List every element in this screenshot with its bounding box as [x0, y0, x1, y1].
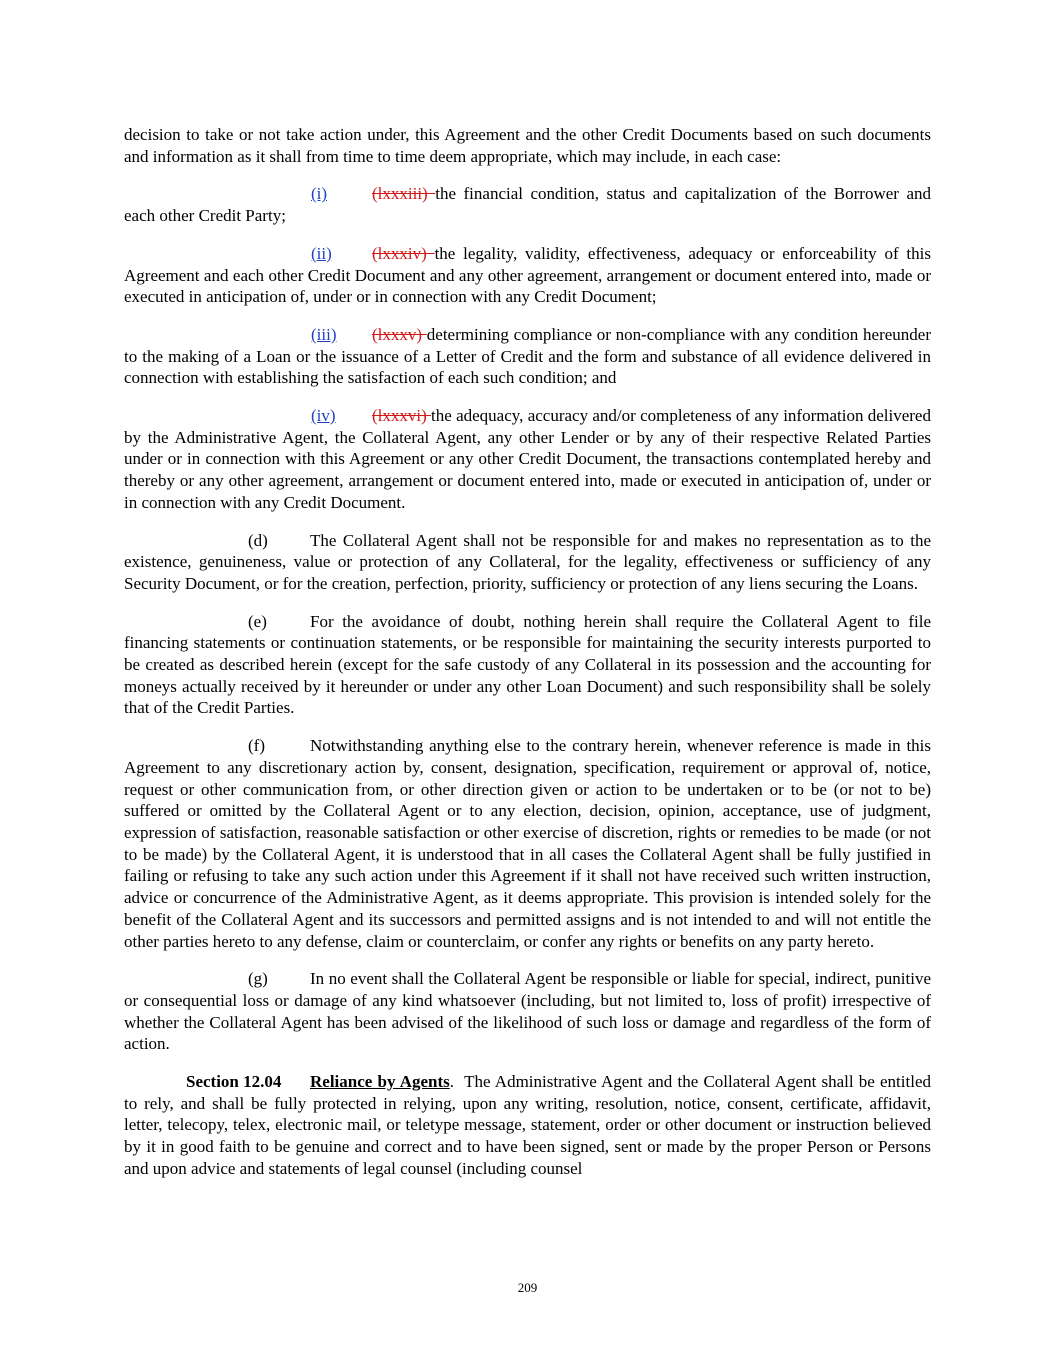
paragraph-f [124, 735, 931, 952]
intro-paragraph: decision to take or not take action under, this Agreement and the other Credit Documents based on such documents and information as it shall from time to time deem appropriate, which may include, in each case: [124, 125, 931, 166]
deleted-item-number: (lxxxiii) [372, 184, 436, 204]
list-item [124, 243, 931, 308]
section-text: The Administrative Agent and the Collateral Agent shall be entitled to rely, and shall be fully protected in relying, upon any writing, resolution, notice, consent, certificate, affidavit, letter, telecopy, telex, electronic mail, or teletype message, statement, order or other document or instruction believed by it in good faith to be genuine and correct and to have been signed, sent or made by the proper Person or Persons and upon advice and statements of legal counsel (including counsel [124, 1072, 936, 1178]
section-title: Reliance by Agents [310, 1072, 450, 1092]
paragraph-text: In no event shall the Collateral Agent be responsible or liable for special, indirect, punitive or consequential loss or damage of any kind whatsoever (including, but not limited to, loss of profit) irrespective of whether the Collateral Agent has been advised of the likelihood of such loss or damage and regardless of the form of action. [124, 969, 931, 1054]
list-item [124, 183, 931, 226]
inserted-item-number: (iv) [311, 406, 336, 426]
paragraph-text: For the avoidance of doubt, nothing herein shall require the Collateral Agent to file financing statements or continuation statements, or be responsible for maintaining the security interests purported to be created as described herein (except for the safe custody of any Collateral in its possession and the accounting for moneys actually received by it hereunder or under any other Loan Document) and such responsibility shall be solely that of the Credit Parties. [124, 611, 931, 718]
deleted-item-number: (lxxxvi) [372, 406, 432, 426]
paragraph-number: (e) [248, 611, 267, 631]
paragraph-number: (f) [248, 736, 265, 756]
item-text: the legality, validity, effectiveness, adequacy or enforceability of this Agreement and each other Credit Document and any other agreement, arrangement or document entered into, made or executed in anticipation of, under or in connection with any Credit Document; [124, 243, 931, 307]
page-number: 209 [517, 1280, 538, 1295]
section-title-punct: . [449, 1072, 455, 1092]
section-12-04 [124, 1071, 936, 1180]
inserted-item-number: (ii) [311, 243, 332, 263]
paragraph-number: (g) [248, 969, 268, 989]
item-text: the adequacy, accuracy and/or completeness of any information delivered by the Administrative Agent, the Collateral Agent, any other Lender or by any of their respective Related Parties under or in connection with this Agreement or any other Credit Document, the transactions contemplated hereby and thereby or any other agreement, arrangement or document entered into, made or executed in anticipation of, under or in connection with any Credit Document. [124, 406, 931, 512]
paragraph-g [124, 968, 931, 1055]
deleted-item-number: (lxxxiv) [372, 243, 435, 263]
list-item [124, 405, 931, 514]
item-text: determining compliance or non-compliance with any condition hereunder to the making of a Loan or the issuance of a Letter of Credit and the form and substance of all evidence delivered in connection with establishing the satisfaction of each such condition; and [124, 324, 931, 388]
paragraph-text: The Collateral Agent shall not be responsible for and makes no representation as to the existence, genuineness, value or protection of any Collateral, for the legality, effectiveness or sufficiency of any Security Document, or for the creation, perfection, priority, sufficiency or protection of any liens securing the Loans. [124, 530, 931, 593]
paragraph-number: (d) [248, 530, 268, 550]
deleted-item-number: (lxxxv) [372, 324, 427, 344]
inserted-item-number: (iii) [311, 324, 337, 344]
section-number: Section 12.04 [186, 1072, 282, 1092]
paragraph-d [124, 530, 931, 595]
list-item [124, 324, 931, 389]
paragraph-text: Notwithstanding anything else to the contrary herein, whenever reference is made in this Agreement to any discretionary action by, consent, designation, specification, requirement or approval of, notice, request or other communication from, or other direction given or action to be undertaken or to be (or not to be) suffered or omitted by the Collateral Agent or to any election, decision, opinion, acceptance, use of judgment, expression of satisfaction, reasonable satisfaction or other exercise of discretion, rights or remedies to be made (or not to be made) by the Collateral Agent, it is understood that in all cases the Collateral Agent shall be fully justified in failing or refusing to take any such action under this Agreement if it shall not have received such written instruction, advice or concurrence of the Administrative Agent, as it deems appropriate. This provision is intended solely for the benefit of the Collateral Agent and its successors and permitted assigns and is not intended to and will not entitle the other parties hereto to any defense, claim or counterclaim, or confer any rights or benefits on any party hereto. [124, 736, 931, 951]
item-text: the financial condition, status and capitalization of the Borrower and each other Credit Party; [124, 184, 932, 226]
inserted-item-number: (i) [311, 184, 328, 204]
document-page [124, 124, 936, 1196]
paragraph-e [124, 611, 931, 720]
